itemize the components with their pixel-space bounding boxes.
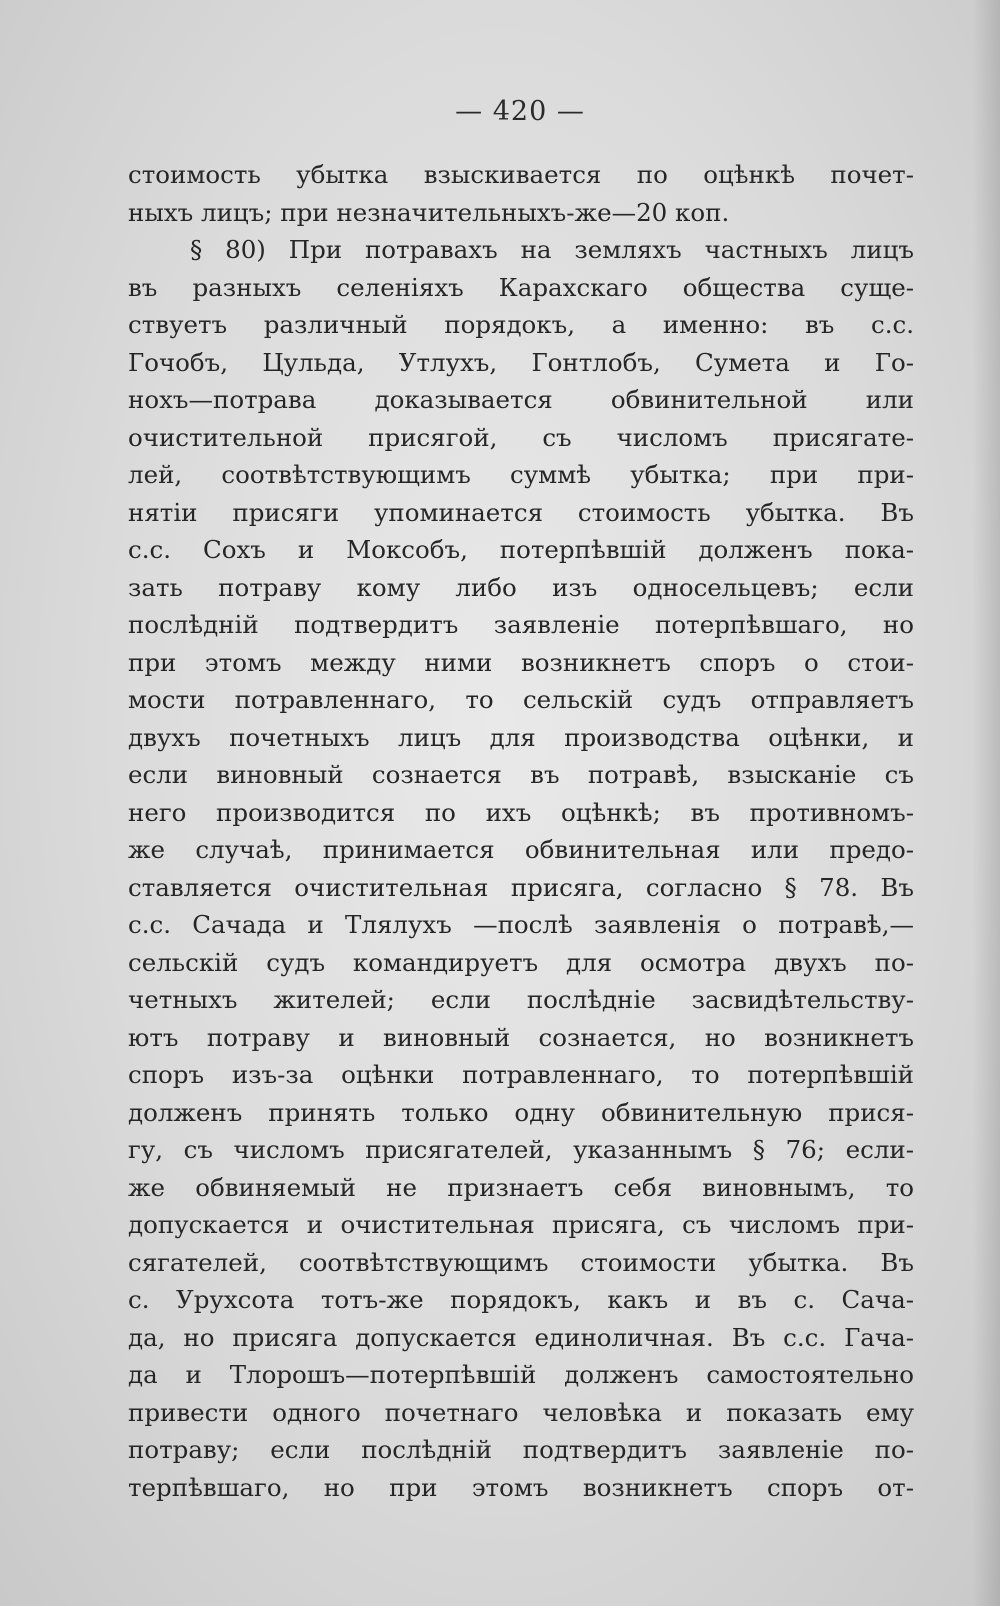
text-line: § 80) При потравахъ на земляхъ частныхъ лицъ <box>190 235 914 264</box>
text-line: лей, соотвѣтствующимъ суммѣ убытка; при при- <box>128 460 914 489</box>
text-line: ствуетъ различный порядокъ, а именно: въ с.с. <box>128 310 914 339</box>
text-line: да и Тлорошъ—потерпѣвшій долженъ самостоятельно <box>128 1360 914 1389</box>
text-line: при этомъ между ними возникнетъ споръ о стои- <box>128 647 914 677</box>
text-line: ныхъ лицъ; при незначительныхъ-же—20 коп. <box>128 197 730 227</box>
text-line: же случаѣ, принимается обвинительная или предо- <box>128 835 914 864</box>
text-line: сельскій судъ командируетъ для осмотра двухъ по- <box>128 947 914 977</box>
text-line: четныхъ жителей; если послѣдніе засвидѣтельству- <box>128 985 914 1014</box>
text-line: если виновный сознается въ потравѣ, взысканіе съ <box>128 760 914 789</box>
text-line: терпѣвшаго, но при этомъ возникнетъ споръ от- <box>128 1472 914 1502</box>
text-line: въ разныхъ селеніяхъ Карахскаго общества суще- <box>128 272 914 302</box>
text-line: привести одного почетнаго человѣка и показать ему <box>128 1397 914 1427</box>
page-number: — 420 — <box>455 96 585 127</box>
text-line: послѣдній подтвердитъ заявленіе потерпѣвшаго, но <box>128 610 914 639</box>
text-line: с. Урухсота тотъ-же порядокъ, какъ и въ с. Сача- <box>128 1285 914 1314</box>
text-line: него производится по ихъ оцѣнкѣ; въ противномъ- <box>128 797 914 827</box>
text-line: нятіи присяги упоминается стоимость убытка. Въ <box>128 497 914 527</box>
text-line: споръ изъ-за оцѣнки потравленнаго, то потерпѣвшій <box>128 1060 914 1089</box>
text-line: ставляется очистительная присяга, согласно § 78. Въ <box>128 872 914 902</box>
text-line: нохъ—потрава доказывается обвинительной или <box>128 385 914 414</box>
text-line: допускается и очистительная присяга, съ числомъ при- <box>128 1210 914 1239</box>
text-line: мости потравленнаго, то сельскій судъ отправляетъ <box>128 685 914 714</box>
body-text <box>128 156 914 1506</box>
text-line: очистительной присягой, съ числомъ присягате- <box>128 422 914 452</box>
text-line: двухъ почетныхъ лицъ для производства оцѣнки, и <box>128 722 914 752</box>
text-line: да, но присяга допускается единоличная. Въ с.с. Гача- <box>128 1322 914 1352</box>
text-line: стоимость убытка взыскивается по оцѣнкѣ почет- <box>128 160 914 189</box>
text-line: сягателей, соотвѣтствующимъ стоимости убытка. Въ <box>128 1247 914 1277</box>
text-line: Гочобъ, Цульда, Утлухъ, Гонтлобъ, Сумета и Го- <box>128 347 914 377</box>
text-line: ютъ потраву и виновный сознается, но возникнетъ <box>128 1022 914 1052</box>
text-line: потраву; если послѣдній подтвердитъ заявленіе по- <box>128 1435 914 1464</box>
text-line: с.с. Сохъ и Моксобъ, потерпѣвшій долженъ пока- <box>128 535 914 564</box>
text-line: зать потраву кому либо изъ односельцевъ; если <box>128 572 914 602</box>
text-line: же обвиняемый не признаетъ себя виновнымъ, то <box>128 1172 914 1202</box>
text-line: гу, съ числомъ присягателей, указаннымъ § 76; если- <box>128 1135 914 1164</box>
text-line: с.с. Сачада и Тлялухъ —послѣ заявленія о потравѣ,— <box>128 910 914 939</box>
text-line: долженъ принять только одну обвинительную прися- <box>128 1097 914 1127</box>
page-edge-shadow <box>972 0 1000 1606</box>
